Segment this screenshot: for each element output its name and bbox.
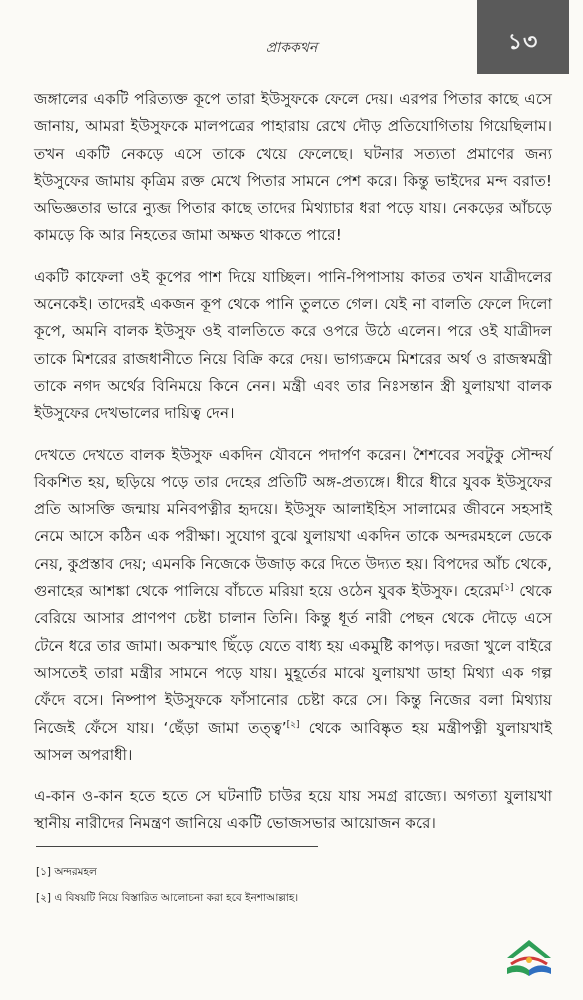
logo-book-right <box>529 965 551 976</box>
page-number: ১৩ <box>507 30 539 55</box>
paragraph-1: জঙ্গালের একটি পরিত্যক্ত কূপে তারা ইউসুফকে ফেলে দেয়। এরপর পিতার কাছে এসে জানায়, আমরা ইউসুফকে মালপত্রের পাহারায় রেখে দৌড় প্রতিযোগিতায় গিয়েছিলাম। তখন একটি নেকড়ে এসে তাকে খেয়ে ফেলেছে। ঘটনার সত্যতা প্রমাণের জন্য ইউসুফের জামায় কৃত্রিম রক্ত মেখে পিতার সামনে পেশ করে। কিন্তু ভাইদের মন্দ বরাত! অভিজ্ঞতার ভারে ন্যুব্জ পিতার কাছে তাদের মিথ্যাচার ধরা পড়ে যায়। নেকড়ের আঁচড়ে কামড়ে কি আর নিহতের জামা অক্ষত থাকতে পারে! <box>34 90 552 245</box>
paragraph-3 <box>34 442 552 770</box>
publisher-logo-icon <box>501 938 557 980</box>
footnote-ref-2[interactable]: [২] <box>286 719 300 730</box>
logo-roof <box>507 940 551 958</box>
logo-dot <box>526 957 532 963</box>
logo-book-left <box>507 965 529 976</box>
paragraph-4: এ-কান ও-কান হতে হতে সে ঘটনাটি চাউর হয়ে যায় সমগ্র রাজ্যে। অগত্যা যুলায়খা স্থানীয় নারীদের নিমন্ত্রণ জানিয়ে একটি ভোজসভার আয়োজন করে। <box>34 787 552 833</box>
page-header-title: প্রাককথন <box>265 40 318 56</box>
footnote-1: [১] অন্দরমহল <box>36 866 97 878</box>
paragraph-3-text-b: থেকে বেরিয়ে আসার প্রাণপণ চেষ্টা চালান তিনি। কিন্তু ধূর্ত নারী পেছন থেকে দৌড়ে এসে টেনে ধরে তার জামা। অকস্মাৎ ছিঁড়ে যেতে বাধ্য হয় একমুষ্টি কাপড়। দরজা খুলে বাইরে আসতেই তারা মন্ত্রীর সামনে পড়ে যায়। মুহূর্তের মাঝে যুলায়খা ডাহা মিথ্যা এক গল্প ফেঁদে বসে। নিষ্পাপ ইউসুফকে ফাঁসানোর চেষ্টা করে সে। কিন্তু নিজের বলা মিথ্যায় নিজেই ফেঁসে যায়। ‘ছেঁড়া জামা তত্ত্ব’ <box>34 582 552 737</box>
body-text <box>34 86 552 852</box>
paragraph-3-text-c: থেকে আবিষ্কৃত হয় মন্ত্রীপত্নী যুলায়খাই আসল অপরাধী। <box>34 718 552 764</box>
footnote-ref-1[interactable]: [১] <box>500 582 514 593</box>
page-number-tab <box>477 0 569 74</box>
footnotes <box>36 864 496 916</box>
paragraph-3-text-a: দেখতে দেখতে বালক ইউসুফ একদিন যৌবনে পদার্পণ করেন। শৈশবের সবটুকু সৌন্দর্য বিকশিত হয়, ছড়িয়ে পড়ে তার দেহের প্রতিটি অঙ্গ-প্রত্যঙ্গে। ধীরে ধীরে যুবক ইউসুফের প্রতি আসক্তি জন্মায় মনিবপত্নীর হৃদয়ে। ইউসুফ আলাইহিস সালামের জীবনে সহসাই নেমে আসে কঠিন এক পরীক্ষা। সুযোগ বুঝে যুলায়খা একদিন তাকে অন্দরমহলে ডেকে নেয়, কুপ্রস্তাব দেয়; এমনকি নিজেকে উজাড় করে দিতে উদ্যত হয়। বিপদের আঁচ থেকে, গুনাহের আশঙ্কা থেকে পালিয়ে বাঁচতে মরিয়া হয়ে ওঠেন যুবক ইউসুফ। হেরেম <box>34 445 552 601</box>
footnote-2: [২] এ বিষয়টি নিয়ে বিস্তারিত আলোচনা করা হবে ইনশাআল্লাহ। <box>36 892 299 904</box>
paragraph-2: একটি কাফেলা ওই কূপের পাশ দিয়ে যাচ্ছিল। পানি-পিপাসায় কাতর তখন যাত্রীদলের অনেকেই। তাদেরই একজন কূপ থেকে পানি তুলতে গেল। যেই না বালতি ফেলে দিলো কূপে, অমনি বালক ইউসুফ ওই বালতিতে করে ওপরে উঠে এলেন। পরে ওই যাত্রীদল তাকে মিশরের রাজধানীতে নিয়ে বিক্রি করে দেয়। ভাগ্যক্রমে মিশরের অর্থ ও রাজস্বমন্ত্রী তাকে নগদ অর্থের বিনিময়ে কিনে নেন। মন্ত্রী এবং তার নিঃসন্তান স্ত্রী যুলায়খা বালক ইউসুফের দেখভালের দায়িত্ব দেন। <box>34 267 552 423</box>
footnote-divider <box>36 846 318 847</box>
